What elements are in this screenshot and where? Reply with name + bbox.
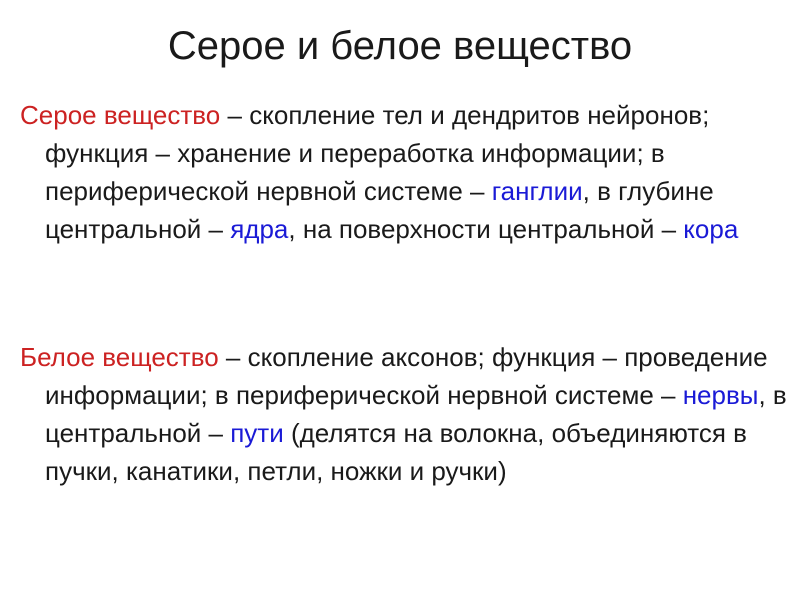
- tracts-term: пути: [230, 418, 284, 448]
- white-matter-text-3: (делятся на волокна, объединяются в пучки, канатики, петли, ножки и ручки): [45, 418, 747, 486]
- nerves-term: нервы: [682, 380, 759, 410]
- gray-matter-paragraph: [20, 96, 800, 248]
- gray-matter-text-1: – скопление тел и дендритов нейронов; функция – хранение и переработка информации; в периферической нервной системе –: [45, 100, 710, 206]
- ganglia-term: ганглии: [491, 176, 583, 206]
- gray-matter-term: Серое вещество: [20, 100, 221, 130]
- cortex-term: кора: [683, 214, 739, 244]
- nuclei-term: ядра: [230, 214, 289, 244]
- white-matter-text-1: – скопление аксонов; функция – проведение информации; в периферической нервной системе –: [45, 342, 768, 410]
- slide-title: Серое и белое вещество: [167, 24, 633, 68]
- white-matter-text-2: , в центральной –: [45, 380, 787, 448]
- white-matter-term: Белое вещество: [20, 342, 219, 372]
- gray-matter-text-2: , в глубине центральной –: [45, 176, 714, 244]
- gray-matter-text-3: , на поверхности центральной –: [288, 214, 684, 244]
- white-matter-paragraph: [20, 338, 800, 490]
